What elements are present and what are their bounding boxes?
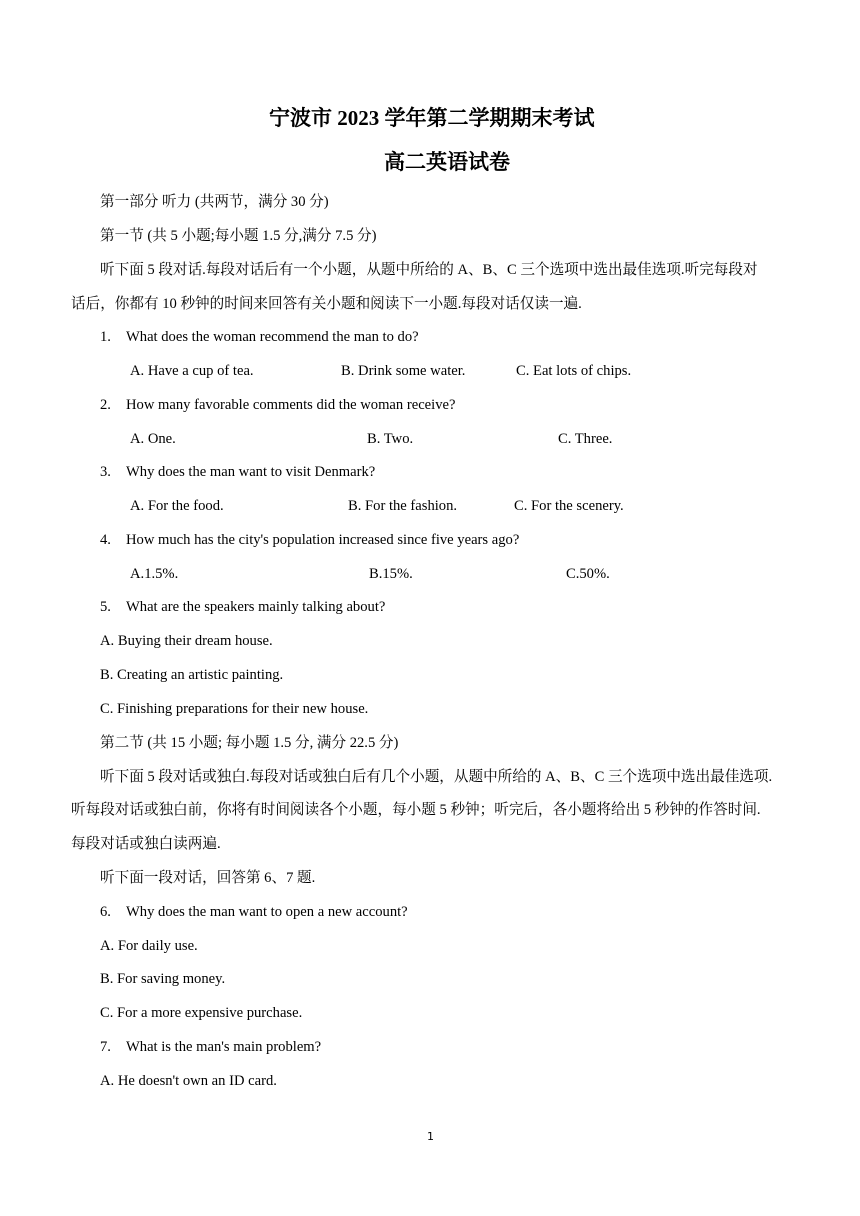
option-a: A. Buying their dream house. — [100, 633, 273, 649]
section2-sub-instruction: 听下面一段对话，回答第 6、7 题. — [100, 870, 316, 886]
page-number: 1 — [427, 1130, 434, 1143]
option-a: A.1.5%. — [130, 566, 179, 582]
option-b: B. Two. — [367, 431, 414, 447]
question-number: 2. — [100, 397, 111, 413]
option-a: A. He doesn't own an ID card. — [100, 1073, 277, 1089]
option-a: A. For the food. — [130, 498, 224, 514]
question-number: 4. — [100, 532, 111, 548]
question-text: Why does the man want to visit Denmark? — [126, 464, 376, 480]
section2-heading: 第二节 (共 15 小题; 每小题 1.5 分, 满分 22.5 分) — [100, 735, 399, 751]
part1-heading: 第一部分 听力 (共两节，满分 30 分) — [100, 194, 329, 210]
question-text: Why does the man want to open a new account? — [126, 904, 408, 920]
option-b: B. Creating an artistic painting. — [100, 667, 284, 683]
section2-instructions-line1: 听下面 5 段对话或独白.每段对话或独白后有几个小题，从题中所给的 A、B、C 三个选项中选出最佳选项. — [100, 769, 773, 785]
page-title-line1: 宁波市 2023 学年第二学期期末考试 — [269, 106, 595, 130]
option-b: B. Drink some water. — [341, 363, 466, 379]
option-c: C.50%. — [566, 566, 610, 582]
question-number: 6. — [100, 904, 111, 920]
section2-instructions-line3: 每段对话或独白读两遍. — [71, 836, 221, 852]
question-number: 7. — [100, 1039, 111, 1055]
page-title-line2: 高二英语试卷 — [384, 150, 510, 174]
question-text: How much has the city's population increased since five years ago? — [126, 532, 520, 548]
question-text: What is the man's main problem? — [126, 1039, 322, 1055]
option-c: C. For the scenery. — [514, 498, 624, 514]
question-number: 5. — [100, 599, 111, 615]
question-text: What does the woman recommend the man to do? — [126, 329, 419, 345]
section1-instructions-line2: 话后，你都有 10 秒钟的时间来回答有关小题和阅读下一小题.每段对话仅读一遍. — [71, 296, 582, 312]
option-b: B. For saving money. — [100, 971, 226, 987]
option-b: B.15%. — [369, 566, 413, 582]
option-c: C. Three. — [558, 431, 613, 447]
question-text: What are the speakers mainly talking about? — [126, 599, 386, 615]
section1-heading: 第一节 (共 5 小题;每小题 1.5 分,满分 7.5 分) — [100, 228, 377, 244]
question-text: How many favorable comments did the woman receive? — [126, 397, 456, 413]
option-a: A. Have a cup of tea. — [130, 363, 254, 379]
option-a: A. For daily use. — [100, 938, 198, 954]
question-number: 1. — [100, 329, 111, 345]
question-number: 3. — [100, 464, 111, 480]
section2-instructions-line2: 听每段对话或独白前，你将有时间阅读各个小题，每小题 5 秒钟；听完后，各小题将给出 5 秒钟的作答时间. — [71, 802, 761, 818]
option-c: C. Finishing preparations for their new house. — [100, 701, 369, 717]
option-c: C. Eat lots of chips. — [516, 363, 632, 379]
option-c: C. For a more expensive purchase. — [100, 1005, 303, 1021]
section1-instructions-line1: 听下面 5 段对话.每段对话后有一个小题，从题中所给的 A、B、C 三个选项中选出最佳选项.听完每段对 — [100, 262, 758, 278]
option-b: B. For the fashion. — [348, 498, 458, 514]
option-a: A. One. — [130, 431, 176, 447]
